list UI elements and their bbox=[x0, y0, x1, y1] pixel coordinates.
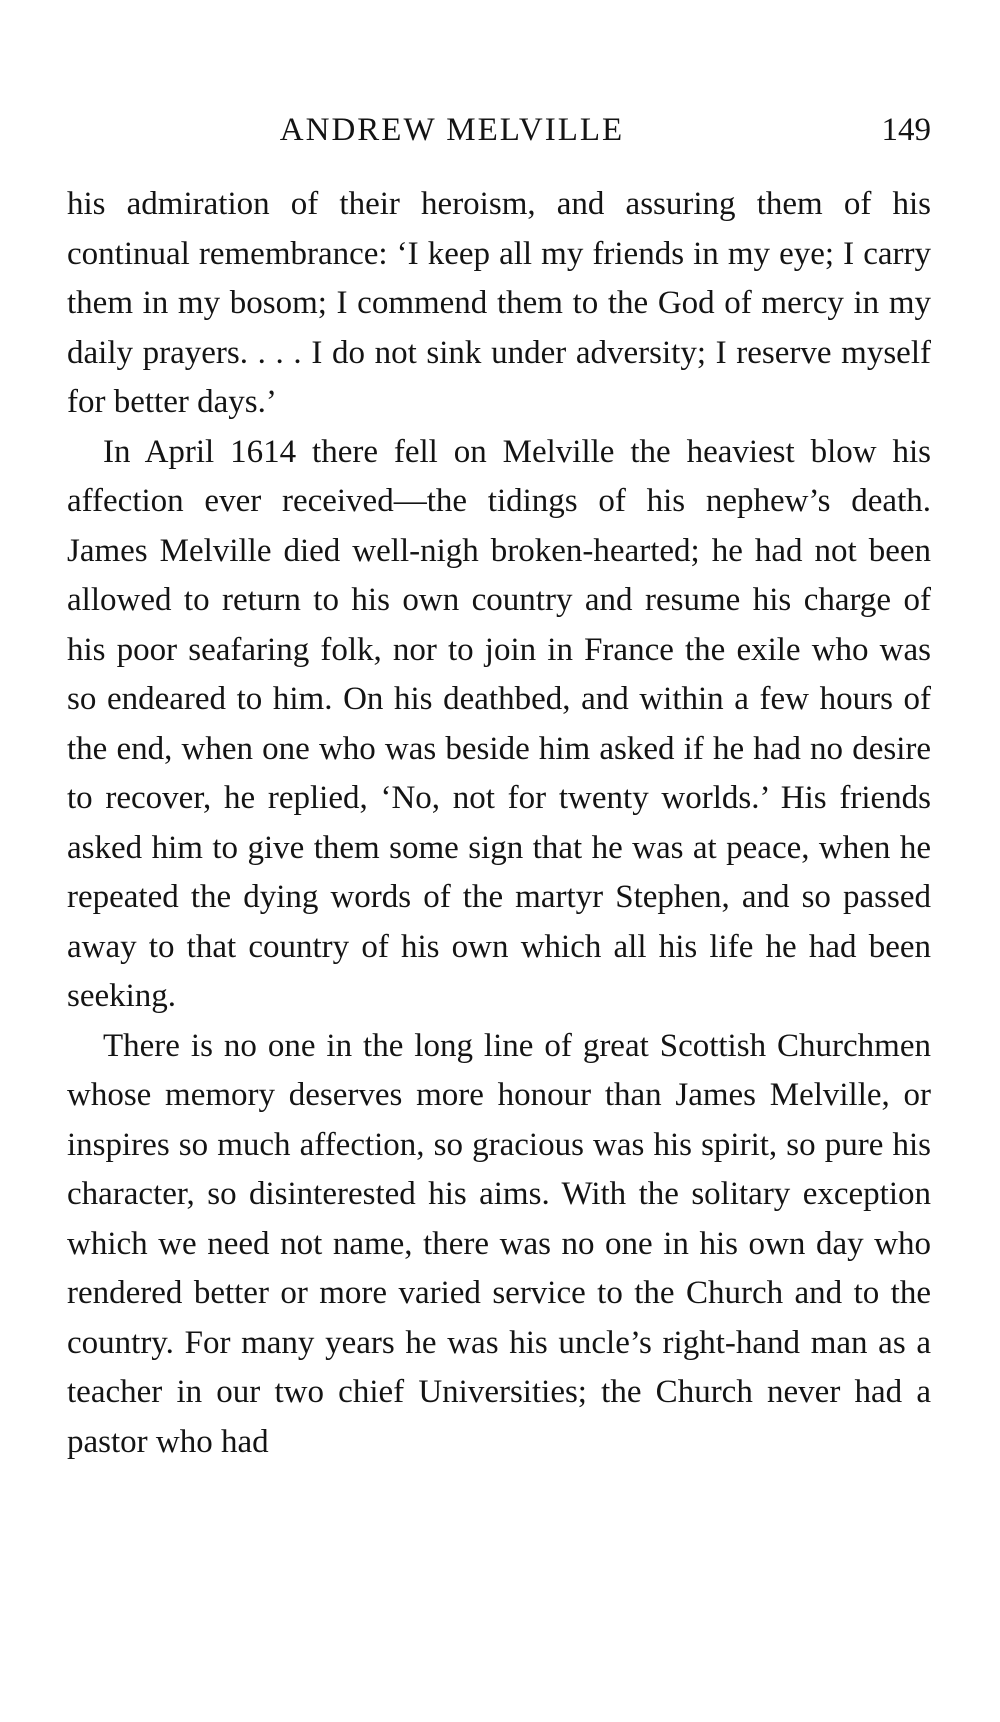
book-page bbox=[67, 0, 931, 1722]
running-head bbox=[67, 108, 931, 152]
running-title: ANDREW MELVILLE bbox=[279, 112, 625, 148]
page-number: 149 bbox=[881, 112, 931, 148]
paragraph-james-melville-tribute: There is no one in the long line of great Scottish Churchmen whose memory deserves more honour than James Melville, or inspires so much affection, so gracious was his spirit, so pure his character, so disinterested his aims. With the solitary exception which we need not name, there was no one in his own day who rendered better or more varied service to the Church and to the country. For many years he was his uncle’s right-hand man as a teacher in our two chief Universities; the Church never had a pastor who had bbox=[67, 1027, 931, 1460]
body-text bbox=[67, 180, 931, 1467]
paragraph-nephew-death: In April 1614 there fell on Melville the heaviest blow his affection ever received—the tidings of his nephew’s death. James Melville died well-nigh broken-hearted; he had not been allowed to return to his own country and resume his charge of his poor seafaring folk, nor to join in France the exile who was so endeared to him. On his deathbed, and within a few hours of the end, when one who was beside him asked if he had no desire to recover, he replied, ‘No, not for twenty worlds.’ His friends asked him to give them some sign that he was at peace, when he repeated the dying words of the martyr Stephen, and so passed away to that country of his own which all his life he had been seeking. bbox=[67, 433, 931, 1014]
paragraph-continued: his admiration of their heroism, and assuring them of his continual remembrance: ‘I keep all my friends in my eye; I carry them in my bosom; I commend them to the God of mercy in my daily prayers. . . . I do not sink under adversity; I reserve myself for better days.’ bbox=[67, 186, 931, 420]
